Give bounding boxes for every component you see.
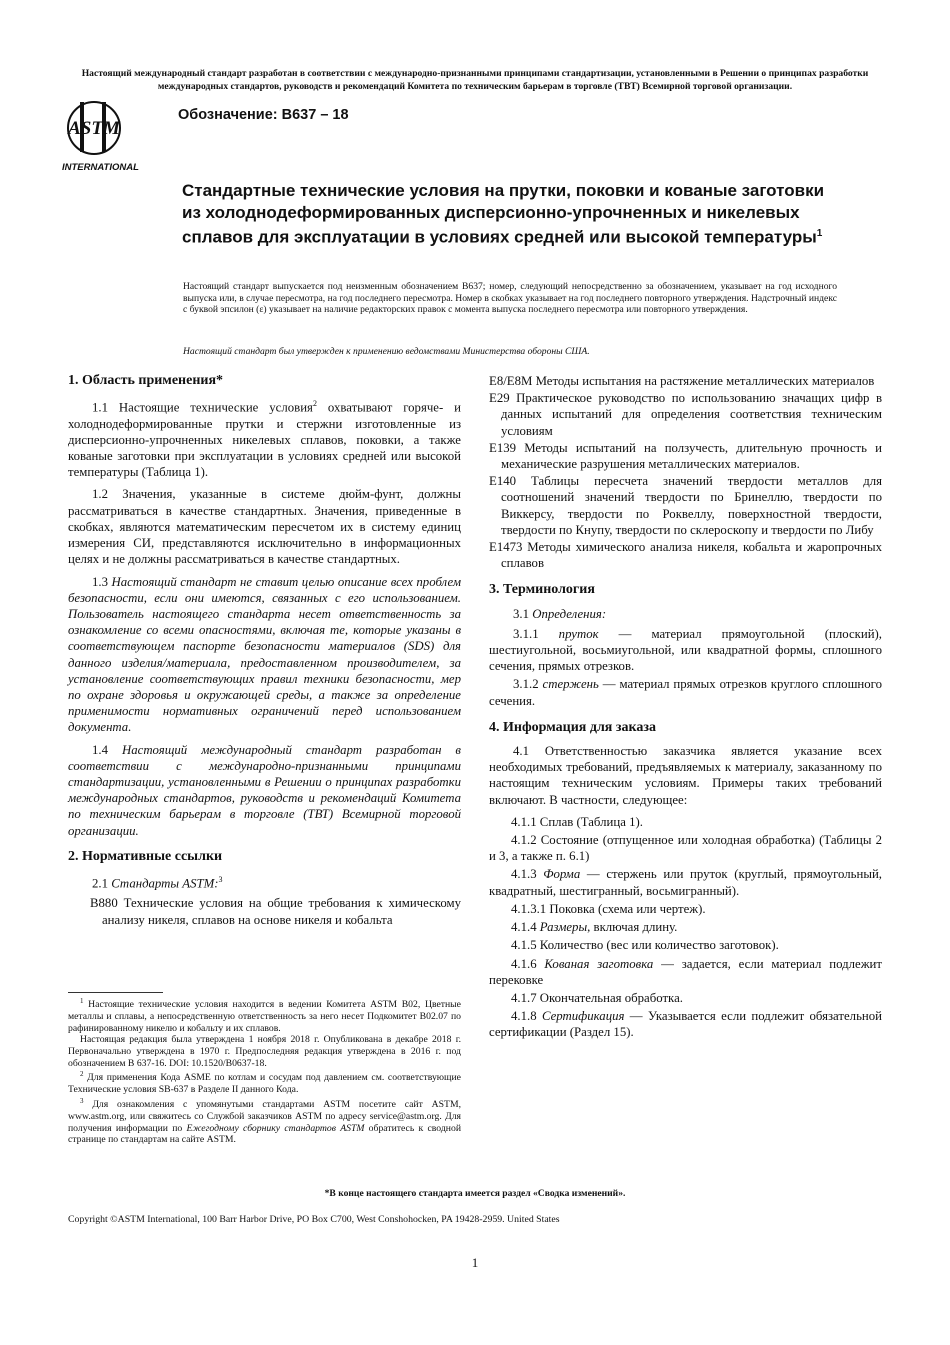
section-4-heading: 4. Информация для заказа [489, 719, 656, 735]
ref-e140: E140 Таблицы пересчета значений твердости металлов для соотношений значений твердости по Бринеллю, твердости по Виккерсу, твердости по Роквеллу, поверхностной твердости, твердости по Кнупу, твердости по склероскопу и твердости по Либу [489, 474, 882, 537]
ref-e1473: E1473 Методы химического анализа никеля, кобальта и жаропрочных сплавов [489, 540, 882, 571]
ref-b880: B880 Технические условия на общие требования к химическому анализу никеля, сплавов на основе никеля и кобальта [90, 896, 461, 927]
paragraph-1-2: 1.2 Значения, указанные в системе дюйм-фунт, должны рассматриваться в качестве стандартных. Значения, приведенные в скобках, являются математическим пересчетом их в систему единиц измерения СИ, представляются исключительно в информационных целях и не должны рассматриваться в качестве стандартных. [68, 487, 461, 567]
designation: Обозначение: B637 – 18 [178, 107, 349, 123]
paragraph-3-1: 3.1 Определения: [513, 606, 607, 621]
ref-e8: E8/E8M Методы испытания на растяжение металлических материалов [489, 374, 875, 388]
paragraph-2-1: 2.1 Стандарты ASTM:$^3$ [92, 874, 223, 891]
paragraph-4-1-3: 4.1.3 Форма — стержень или пруток (круглый, прямоугольный, квадратный, шестигранный, восьмигранный). [489, 867, 882, 898]
logo-caption: INTERNATIONAL [62, 162, 139, 173]
paragraph-1-4: 1.4 Настоящий международный стандарт разработан в соответствии с международно-признанными принципами стандартизации, установленными в Решении о принципах разработки международных стандартов, руководств и рекомендаций Комитета по техническим барьерам в торговле (ТВТ) Всемирной торговой организации. [68, 742, 461, 838]
document-title [182, 180, 842, 248]
right-column [489, 373, 882, 1043]
paragraph-4-1-7: 4.1.7 Окончательная обработка. [511, 990, 683, 1005]
left-column [68, 373, 461, 929]
paragraph-3-1-2: 3.1.2 стержень — материал прямых отрезков круглого сплошного сечения. [489, 677, 883, 708]
footnote-3: $^3$ Для ознакомления с упомянутыми стандартами ASTM посетите сайт ASTM, www.astm.org, или свяжитесь со Службой заказчиков ASTM по адресу service@astm.org. Для получения информации по Ежегодному сборнику стандартов ASTM обратитесь к сводной странице по стандартам на сайте ASTM. [68, 1097, 461, 1146]
paragraph-4-1-4: 4.1.4 Размеры, включая длину. [511, 920, 678, 935]
footnote-1: $^1$ Настоящие технические условия находится в ведении Комитета ASTM B02, Цветные металлы и сплавы, а непосредственную ответственность за него несет Подкомитет B02.07 по рафинированному никелю и кобальту и их сплавов. [68, 997, 461, 1034]
logo-letters: ASTM [68, 118, 120, 139]
issue-note: Настоящий стандарт выпускается под неизменным обозначением B637; номер, следующий непосредственно за обозначением, указывает на год исходного выпуска или, в случае пересмотра, на год последнего пересмотра. Номер в скобках указывает на год последнего повторного утверждения. Надстрочный индекс с буквой эпсилон (ε) указывает на наличие редакторских правок с момента выпуска последнего пересмотра или повторного утверждения. [183, 281, 837, 316]
section-3-heading: 3. Терминология [489, 582, 595, 598]
title-footnote-ref: 1 [816, 228, 823, 239]
footnote-2: $^2$ Для применения Кода ASME по котлам и сосудам под давлением см. соответствующие Технические условия SB-637 в Разделе II данного Кода. [68, 1070, 461, 1096]
section-1-heading: 1. Область применения* [68, 373, 224, 388]
title-text: Стандартные технические условия на прутки, поковки и кованые заготовки из холоднодеформированных дисперсионно-упрочненных и никелевых сплавов для эксплуатации в условиях средней или высокой температуры [182, 181, 825, 247]
footnotes [68, 996, 461, 1146]
footnote-1-approval: Настоящая редакция была утверждена 1 ноября 2018 г. Опубликована в декабре 2018 г. Первоначально утверждена в 1970 г. Предпоследняя редакция утверждена в 2016 г. под обозначением B 637-16. DOI: 10.1520/B0637-18. [68, 1034, 461, 1069]
section-2-heading: 2. Нормативные ссылки [68, 848, 223, 864]
paragraph-1-1: 1.1 Настоящие технические условия$^2$ охватывают горяче- и холоднодеформированные прутки и стержни изготовленные из дисперсионно-упрочненных никелевых сплавов, поковки, а также кованые заготовки при эксплуатации в условиях средней или высокой температуры (Таблица 1). [68, 399, 461, 480]
paragraph-4-1-3-1: 4.1.3.1 Поковка (схема или чертеж). [511, 901, 706, 916]
paragraph-4-1-6: 4.1.6 Кованая заготовка — задается, если материал подлежит перековке [489, 956, 882, 987]
paragraph-4-1: 4.1 Ответственностью заказчика является указание всех необходимых требований, предъявляемых к материалу, заказанному по настоящим техническим условиям. Примеры таких требований включают. В частности, следующее: [489, 744, 882, 807]
paragraph-3-1-1: 3.1.1 пруток — материал прямоугольной (плоский), шестиугольной, восьмиугольной, или квадратной формы, сплошного сечения, прямых отрезков. [489, 626, 883, 674]
paragraph-1-3: 1.3 Настоящий стандарт не ставит целью описание всех проблем безопасности, если они имеются, связанных с его использованием. Пользователь настоящего стандарта несет ответственность за ознакомление со всеми опасностями, включая те, которые указаны в соответствующем паспорте безопасности материалов (SDS) для данного изделия/материала, предоставленном производителем, за установление соответствующих правил техники безопасности, мер по охране здоровья и окружающей среды, а также за определение применимости нормативных ограничений перед использованием документа. [68, 574, 461, 735]
paragraph-4-1-8: 4.1.8 Сертификация — Указывается если подлежит обязательной сертификации (Раздел 15). [489, 1009, 882, 1040]
paragraph-4-1-2: 4.1.2 Состояние (отпущенное или холодная обработка) (Таблицы 2 и 3, а также п. 6.1) [489, 833, 882, 864]
ref-e29: E29 Практическое руководство по использованию значащих цифр в данных испытаний для определения соответствия техническим условиям [489, 391, 882, 438]
page-number: 1 [471, 1255, 479, 1270]
astm-logo [62, 98, 158, 176]
footnote-rule [68, 992, 163, 993]
ref-e139: E139 Методы испытаний на ползучесть, длительную прочность и механические разрушения металлических материалов. [489, 440, 882, 472]
dod-note: Настоящий стандарт был утвержден к применению ведомствами Министерства обороны США. [183, 346, 590, 357]
copyright: Copyright ©ASTM International, 100 Barr Harbor Drive, PO Box C700, West Conshohocken, PA 19428-2959. United States [68, 1214, 560, 1225]
paragraph-4-1-1: 4.1.1 Сплав (Таблица 1). [511, 814, 643, 829]
summary-of-changes-note: *В конце настоящего стандарта имеется раздел «Сводка изменений». [324, 1188, 626, 1199]
paragraph-4-1-5: 4.1.5 Количество (вес или количество заготовок). [511, 938, 779, 953]
top-note: Настоящий международный стандарт разработан в соответствии с международно-признанными принципами стандартизации, установленными в Решении о принципах разработки международных стандартов, руководств и рекомендаций Комитета по техническим барьерам в торговле (ТВТ) Всемирной торговой организации. [81, 68, 869, 92]
